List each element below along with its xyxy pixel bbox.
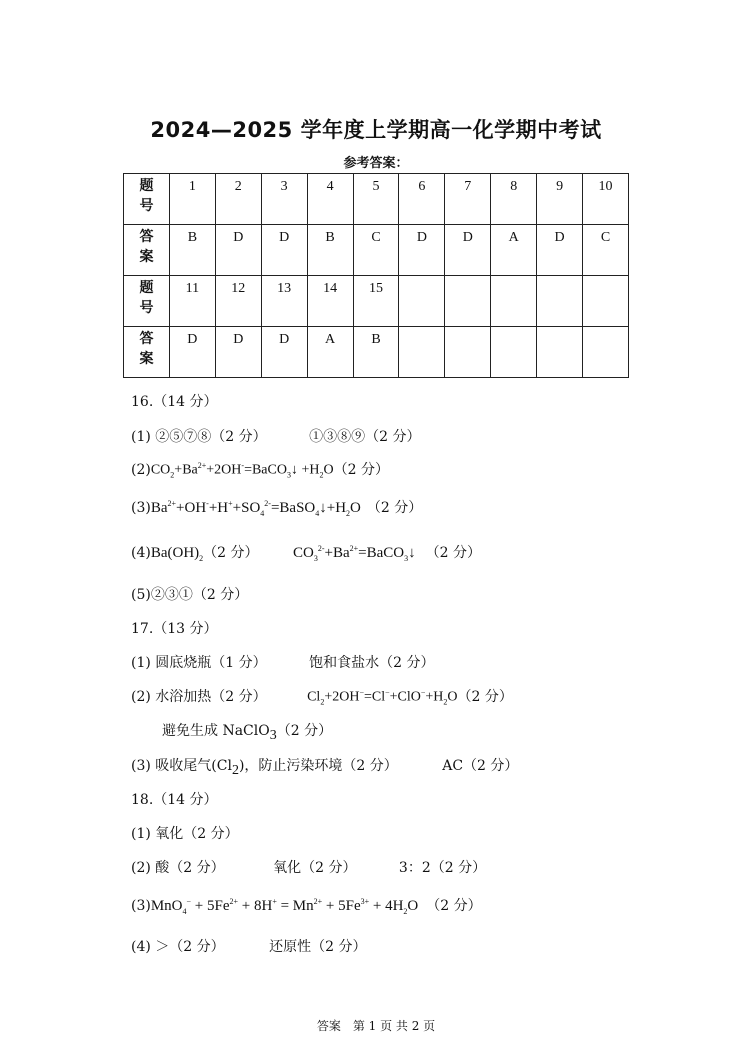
- table-cell: 1: [169, 174, 215, 225]
- table-cell: B: [307, 225, 353, 276]
- q17-part2-note-text: 避免生成 NaClO: [162, 723, 270, 739]
- q16-part2-score: （2 分）: [333, 462, 389, 478]
- answer-label: 答 案: [139, 229, 154, 265]
- q17-heading: 17.（13 分）: [131, 621, 218, 637]
- table-cell: 10: [583, 174, 629, 225]
- table-cell: [445, 276, 491, 327]
- q18-part2-answer-c: 3：2（2 分）: [398, 860, 487, 876]
- q18-part4: [131, 936, 366, 956]
- answer-row: [124, 225, 629, 276]
- q16-part1-answer-a: (1) ②⑤⑦⑧（2 分）: [131, 429, 267, 445]
- table-cell: 8: [491, 174, 537, 225]
- table-cell: [537, 327, 583, 378]
- q17-part2: [131, 686, 513, 707]
- q17-part2-answer-a: (2) 水浴加热（2 分）: [131, 689, 267, 705]
- table-cell: [583, 276, 629, 327]
- q18-part3: [131, 895, 482, 916]
- q16-part4-label: (4): [131, 545, 151, 561]
- answer-key-heading: 参考答案：: [343, 156, 409, 171]
- q17-part1: [131, 652, 434, 672]
- table-cell: D: [445, 225, 491, 276]
- table-cell: 7: [445, 174, 491, 225]
- q17-part2-equation: $Cl_2+2OH^-=Cl^-+ClO^-+H_2O$: [307, 688, 458, 707]
- question-label-cell: [124, 276, 170, 327]
- q16-part5: (5)②③①（2 分）: [131, 587, 249, 603]
- table-cell: 13: [261, 276, 307, 327]
- q18-part1: (1) 氧化（2 分）: [131, 826, 239, 842]
- q17-part3-answer-a-tail: )，防止污染环境（2 分）: [238, 758, 398, 774]
- table-cell: 4: [307, 174, 353, 225]
- table-cell: D: [537, 225, 583, 276]
- q17-part3-answer-a: (3) 吸收尾气(Cl: [131, 758, 232, 774]
- q16-part3-score: （2 分）: [366, 500, 423, 516]
- answer-label: 答 案: [139, 331, 154, 367]
- q17-part2-note: 避免生成 NaClO$_3$（2 分）: [162, 720, 332, 744]
- table-cell: C: [353, 225, 399, 276]
- table-cell: [491, 327, 537, 378]
- q17-part1-answer-b: 饱和食盐水（2 分）: [309, 655, 435, 671]
- question-label: 题 号: [139, 178, 154, 214]
- table-cell: [399, 327, 445, 378]
- answer-row: [124, 327, 629, 378]
- answer-label-cell: [124, 327, 170, 378]
- table-cell: [583, 327, 629, 378]
- table-cell: 6: [399, 174, 445, 225]
- question-number-row: [124, 174, 629, 225]
- q18-part3-label: (3): [131, 898, 151, 914]
- question-label: 题 号: [139, 280, 154, 316]
- q16-part4: [131, 542, 481, 563]
- q18-part4-answer-a: (4) ＞（2 分）: [131, 939, 225, 955]
- table-cell: 2: [215, 174, 261, 225]
- q18-part3-score: （2 分）: [426, 898, 482, 914]
- q17-part3: (3) 吸收尾气$(Cl_2)$，防止污染环境（2 分） AC（2 分）: [131, 755, 518, 779]
- question-number-row: [124, 276, 629, 327]
- question-label-cell: [124, 174, 170, 225]
- table-cell: 9: [537, 174, 583, 225]
- q16-part1-answer-b: ①③⑧⑨（2 分）: [309, 429, 421, 445]
- table-cell: 12: [215, 276, 261, 327]
- table-cell: B: [353, 327, 399, 378]
- table-cell: [491, 276, 537, 327]
- table-cell: [399, 276, 445, 327]
- q16-part3-label: (3): [131, 500, 151, 516]
- q18-part2: [131, 857, 486, 877]
- table-cell: [537, 276, 583, 327]
- q18-part2-answer-a: (2) 酸（2 分）: [131, 860, 225, 876]
- q16-part2: [131, 459, 389, 480]
- table-cell: A: [307, 327, 353, 378]
- q16-heading: 16.（14 分）: [131, 394, 218, 410]
- q17-part2-note-score: （2 分）: [276, 723, 333, 739]
- table-cell: 11: [169, 276, 215, 327]
- q16-part4-equation: $CO_3^{2-}+Ba^{2+}=BaCO_3↓$: [292, 544, 416, 563]
- table-cell: D: [399, 225, 445, 276]
- page-title: 2024—2025 学年度上学期高一化学期中考试: [150, 118, 602, 142]
- table-cell: 3: [261, 174, 307, 225]
- table-cell: D: [169, 327, 215, 378]
- q16-part1: [131, 426, 420, 446]
- q17-part1-answer-a: (1) 圆底烧瓶（1 分）: [131, 655, 267, 671]
- table-cell: A: [491, 225, 537, 276]
- q18-heading: 18.（14 分）: [131, 792, 218, 808]
- q18-part2-answer-b: 氧化（2 分）: [273, 860, 357, 876]
- q16-part2-equation: $CO_2+Ba^{2+}+2OH^-=BaCO_3↓ +H_2O$: [150, 461, 334, 480]
- q16-part4-score-b: （2 分）: [425, 545, 481, 561]
- page-footer: 答案 第 1 页 共 2 页: [316, 1019, 436, 1033]
- q16-part3-equation: $Ba^{2+}+OH^-+H^++SO_4^{2-}=BaSO_4↓+H_2O$: [150, 499, 361, 518]
- q17-part3-answer-b: AC（2 分）: [442, 758, 519, 774]
- answer-label-cell: [124, 225, 170, 276]
- q16-part4-score-a: （2 分）: [203, 545, 259, 561]
- q18-part3-equation: $MnO_4^- + 5Fe^{2+} + 8H^+ = Mn^{2+} + 5Fe^{3+} + 4H_2O$: [150, 897, 419, 916]
- table-cell: 14: [307, 276, 353, 327]
- q16-part4-formula: $Ba(OH)_2$: [150, 545, 204, 563]
- q16-part3: [131, 497, 422, 518]
- table-cell: B: [169, 225, 215, 276]
- table-cell: 15: [353, 276, 399, 327]
- table-cell: C: [583, 225, 629, 276]
- answer-table: [123, 173, 629, 378]
- table-cell: D: [215, 327, 261, 378]
- table-cell: D: [215, 225, 261, 276]
- q17-part2-score: （2 分）: [457, 689, 513, 705]
- table-cell: D: [261, 327, 307, 378]
- q18-part4-answer-b: 还原性（2 分）: [269, 939, 367, 955]
- table-cell: D: [261, 225, 307, 276]
- table-cell: [445, 327, 491, 378]
- table-cell: 5: [353, 174, 399, 225]
- q16-part2-label: (2): [131, 462, 151, 478]
